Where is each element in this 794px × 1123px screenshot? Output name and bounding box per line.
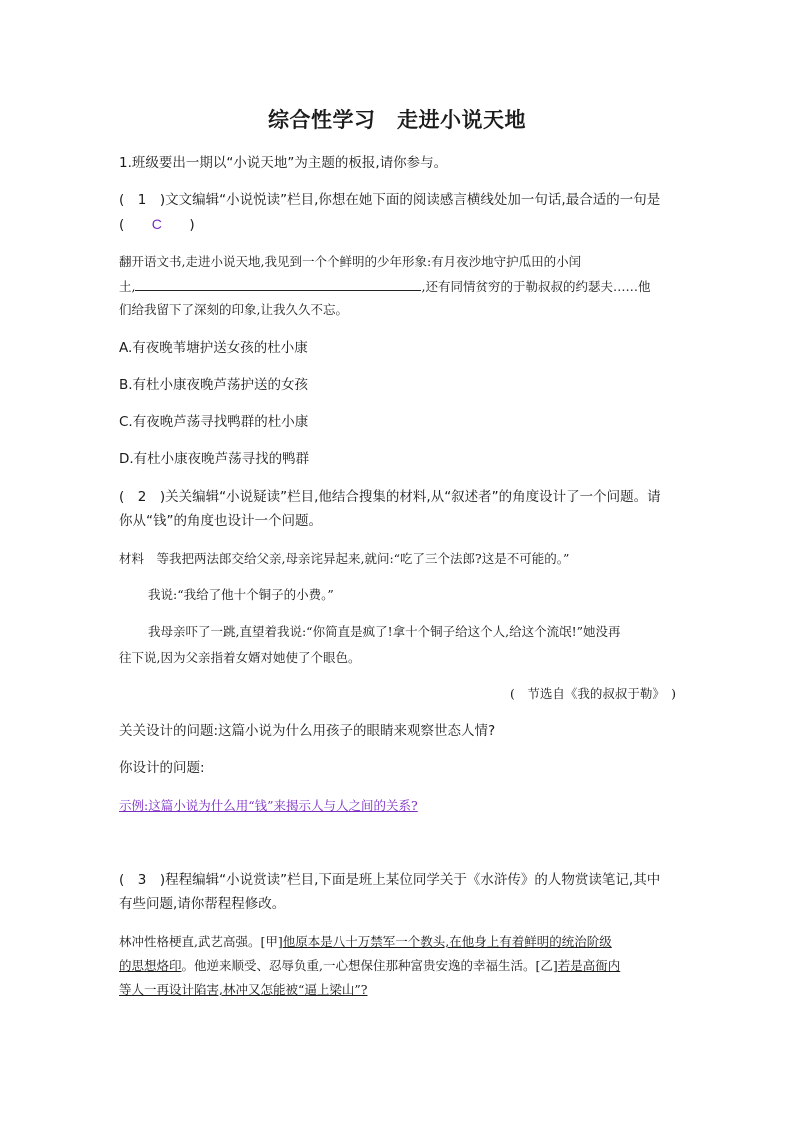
option-b: B.有杜小康夜晚芦荡护送的女孩 [119, 377, 309, 393]
part-3-prompt-line-2: 有些问题,请你帮程程修改。 [119, 896, 286, 912]
part-3-prompt-line-1: ( 3 )程程编辑“小说赏读”栏目,下面是班上某位同学关于《水浒传》的人物赏读笔记,其中 [119, 872, 661, 888]
passage-line-1: 翻开语文书,走进小说天地,我见到一个个鲜明的少年形象:有月夜沙地守护瓜田的小闰 [119, 254, 582, 269]
guan-question: 关关设计的问题:这篇小说为什么用孩子的眼睛来观察世态人情? [119, 723, 496, 739]
part-1-answer-line [119, 214, 195, 235]
material-line-3: 我母亲吓了一跳,直望着我说:“你简直是疯了!拿十个铜子给这个人,给这个流氓!”她没再 [148, 624, 621, 639]
example-answer: 示例:这篇小说为什么用“钱”来揭示人与人之间的关系? [119, 798, 418, 813]
note-line-1 [119, 932, 612, 952]
material-line-1: 材料 等我把两法郎交给父亲,母亲诧异起来,就问:“吃了三个法郎?这是不可能的。” [119, 551, 570, 566]
part-1-prompt: ( 1 )文文编辑“小说悦读”栏目,你想在她下面的阅读感言横线处加一句话,最合适的一句是 [119, 192, 661, 208]
fill-in-blank [135, 276, 421, 291]
note-line-2 [119, 956, 620, 976]
your-question-label: 你设计的问题: [119, 760, 205, 776]
option-a: A.有夜晚苇塘护送女孩的杜小康 [119, 340, 308, 356]
paren-open: ( [119, 217, 138, 233]
note-yi-sentence: 若是高衙内 [557, 958, 621, 973]
material-source: ( 节选自《我的叔叔于勒》 ) [509, 686, 676, 701]
note-jia-sentence: 他原本是八十万禁军一个教头,在他身上有着鲜明的统治阶级 [282, 934, 612, 949]
note-line-1-intro: 林冲性格梗直,武艺高强。[甲] [119, 934, 283, 949]
passage-line-2-end: ,还有同情贫穷的于勒叔叔的约瑟夫……他 [421, 279, 651, 294]
option-d: D.有杜小康夜晚芦荡寻找的鸭群 [119, 451, 310, 467]
note-jia-sentence-end: 的思想烙印 [119, 958, 182, 973]
note-line-3: 等人一再设计陷害,林冲又怎能被“逼上梁山”? [119, 982, 368, 997]
part-2-prompt-line-2: 你从“钱”的角度也设计一个问题。 [119, 513, 322, 529]
paren-close: ) [175, 217, 195, 233]
material-line-4: 往下说,因为父亲指着女婿对她使了个眼色。 [119, 650, 361, 665]
page-title: 综合性学习 走进小说天地 [268, 107, 526, 132]
passage-line-2-start: 土, [119, 279, 136, 294]
option-c: C.有夜晚芦荡寻找鸭群的杜小康 [119, 414, 309, 430]
part-2-prompt-line-1: ( 2 )关关编辑“小说疑读”栏目,他结合搜集的材料,从“叙述者”的角度设计了一个问题。请 [119, 489, 661, 505]
note-line-2-middle: 。他逆来顺受、忍辱负重,一心想保住那种富贵安逸的幸福生活。[乙] [181, 958, 558, 973]
material-line-2: 我说:“我给了他十个铜子的小费。” [148, 587, 334, 602]
passage-line-3: 们给我留下了深刻的印象,让我久久不忘。 [119, 302, 348, 317]
answer-c: C [151, 216, 162, 232]
question-1-intro: 1.班级要出一期以“小说天地”为主题的板报,请你参与。 [119, 155, 448, 171]
passage-line-2 [119, 276, 650, 297]
